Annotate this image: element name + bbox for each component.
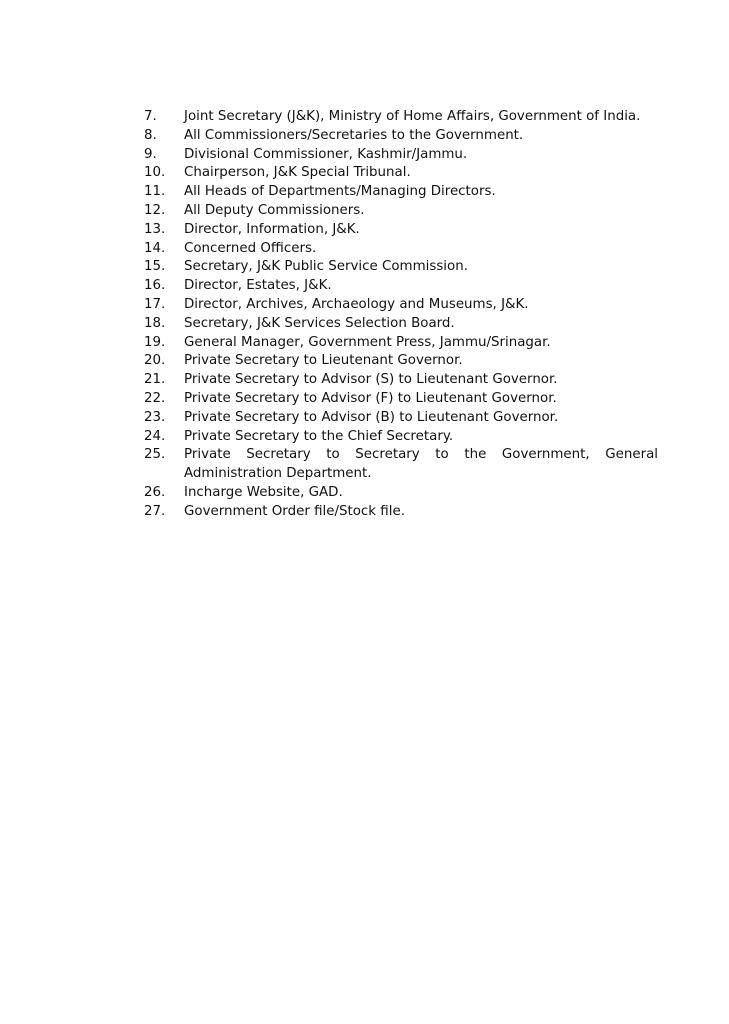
item-text: Private Secretary to Lieutenant Governor. [184, 353, 463, 369]
item-number: 24. [144, 428, 166, 444]
item-number: 26. [144, 484, 166, 500]
item-number: 12. [144, 202, 166, 218]
list-item [144, 334, 658, 353]
item-number: 18. [144, 315, 166, 331]
item-text: Joint Secretary (J&K), Ministry of Home Affairs, Government of India. [184, 109, 641, 124]
item-text: Government Order file/Stock file. [184, 503, 405, 519]
item-number: 27. [144, 503, 166, 519]
list-item [144, 277, 658, 296]
list-item [144, 108, 658, 127]
item-number: 16. [144, 278, 166, 294]
item-number: 25. [144, 447, 166, 463]
list-item [144, 221, 658, 240]
list-item [144, 390, 658, 409]
item-number: 11. [144, 184, 166, 200]
item-text: All Deputy Commissioners. [184, 202, 365, 218]
item-text: Director, Archives, Archaeology and Museums, J&K. [184, 296, 529, 312]
item-number: 7. [144, 109, 157, 124]
list-item [144, 183, 658, 202]
list-item [144, 446, 658, 484]
list-item [144, 146, 658, 165]
list-item [144, 164, 658, 183]
list-item [144, 127, 658, 146]
list-item [144, 202, 658, 221]
distribution-list [144, 108, 658, 522]
item-text: Director, Information, J&K. [184, 221, 360, 237]
item-number: 8. [144, 127, 157, 143]
item-text: Private Secretary to the Chief Secretary. [184, 428, 454, 444]
list-item [144, 296, 658, 315]
list-item [144, 371, 658, 390]
item-number: 13. [144, 221, 166, 237]
item-number: 14. [144, 240, 166, 256]
item-text: Private Secretary to Advisor (S) to Lieutenant Governor. [184, 372, 558, 388]
item-number: 21. [144, 372, 166, 388]
item-text: Divisional Commissioner, Kashmir/Jammu. [184, 146, 468, 162]
list-item [144, 409, 658, 428]
list-item [144, 258, 658, 277]
list-item [144, 484, 658, 503]
item-text: Chairperson, J&K Special Tribunal. [184, 165, 411, 181]
item-text: All Heads of Departments/Managing Directors. [184, 184, 496, 200]
item-number: 22. [144, 390, 166, 406]
item-number: 19. [144, 334, 166, 350]
item-text: Private Secretary to Advisor (B) to Lieutenant Governor. [184, 409, 559, 425]
item-number: 23. [144, 409, 166, 425]
item-text: Director, Estates, J&K. [184, 278, 332, 294]
item-text: Secretary, J&K Public Service Commission. [184, 259, 468, 275]
list-item [144, 240, 658, 259]
item-number: 9. [144, 146, 157, 162]
item-text: Private Secretary to Advisor (F) to Lieutenant Governor. [184, 390, 557, 406]
item-text: Private Secretary to Secretary to the Government, General Administration Department. [184, 447, 658, 482]
item-text: Incharge Website, GAD. [184, 484, 343, 500]
list-item [144, 315, 658, 334]
item-number: 17. [144, 296, 166, 312]
item-text: General Manager, Government Press, Jammu/Srinagar. [184, 334, 551, 350]
item-text: Concerned Officers. [184, 240, 317, 256]
list-item [144, 352, 658, 371]
item-number: 20. [144, 353, 166, 369]
item-number: 15. [144, 259, 166, 275]
list-item [144, 503, 658, 522]
item-text: All Commissioners/Secretaries to the Government. [184, 127, 524, 143]
item-text: Secretary, J&K Services Selection Board. [184, 315, 455, 331]
item-number: 10. [144, 165, 166, 181]
list-item [144, 428, 658, 447]
